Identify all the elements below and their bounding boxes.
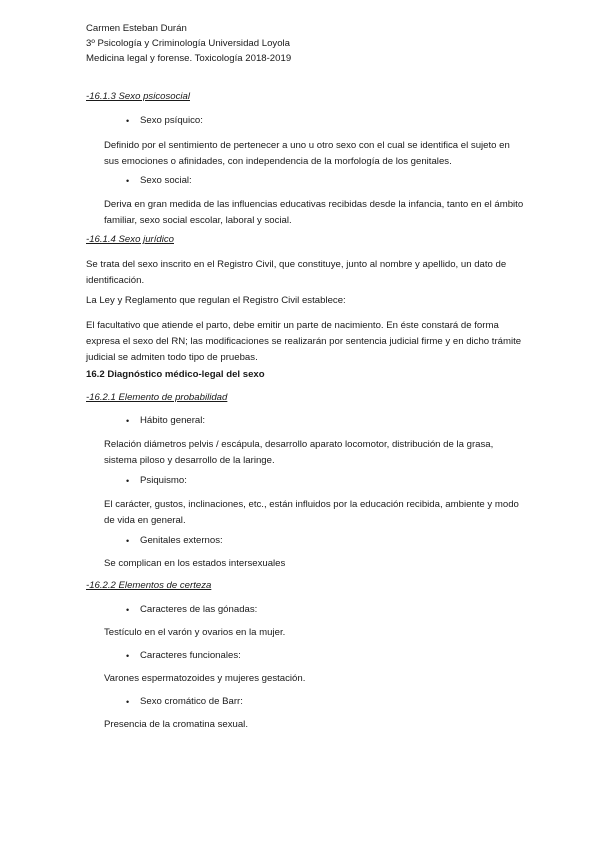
bullet-item — [126, 415, 205, 427]
paragraph: El carácter, gustos, inclinaciones, etc., están influidos por la educación recibida, ambiente y modo de vida en general. — [104, 499, 519, 526]
paragraph: Presencia de la cromatina sexual. — [104, 719, 248, 730]
paragraph: Se complican en los estados intersexuales — [104, 558, 286, 569]
bullet-item — [126, 115, 203, 127]
bullet-icon: • — [126, 116, 130, 126]
course-line: 3º Psicología y Criminología Universidad Loyola — [86, 38, 291, 49]
section-heading: -16.1.3 Sexo psicosocial — [86, 91, 190, 102]
bullet-label: Sexo social: — [140, 175, 192, 186]
bullet-item — [126, 475, 187, 487]
bullet-icon: • — [126, 536, 130, 546]
bullet-label: Caracteres funcionales: — [140, 650, 241, 661]
section-heading: -16.1.4 Sexo jurídico — [86, 234, 174, 245]
paragraph: Testículo en el varón y ovarios en la mujer. — [104, 627, 286, 638]
bullet-label: Genitales externos: — [140, 535, 223, 546]
paragraph: Relación diámetros pelvis / escápula, desarrollo aparato locomotor, distribución de la grasa, sistema piloso y desarrollo de la laringe. — [104, 439, 494, 466]
section-heading: -16.2.1 Elemento de probabilidad — [86, 392, 228, 403]
bullet-label: Sexo psíquico: — [140, 115, 203, 126]
bullet-item — [126, 604, 257, 616]
bullet-item — [126, 650, 241, 662]
bullet-icon: • — [126, 651, 130, 661]
subject-line: Medicina legal y forense. Toxicología 2018-2019 — [86, 53, 292, 64]
paragraph: Deriva en gran medida de las influencias educativas recibidas desde la infancia, tanto en el ámbito familiar, sexo social escolar, laboral y social. — [104, 199, 524, 226]
bullet-label: Psiquismo: — [140, 475, 187, 486]
bullet-label: Caracteres de las gónadas: — [140, 604, 258, 615]
section-heading-16-2: 16.2 Diagnóstico médico-legal del sexo — [86, 369, 265, 380]
paragraph: Varones espermatozoides y mujeres gestación. — [104, 673, 306, 684]
bullet-item — [126, 175, 192, 187]
bullet-item — [126, 535, 223, 547]
author-name: Carmen Esteban Durán — [86, 23, 187, 34]
bullet-label: Hábito general: — [140, 415, 206, 426]
paragraph: Se trata del sexo inscrito en el Registro Civil, que constituye, junto al nombre y apellido, un dato de identificación. — [86, 259, 507, 286]
bullet-label: Sexo cromático de Barr: — [140, 696, 243, 707]
bullet-icon: • — [126, 697, 130, 707]
bullet-icon: • — [126, 476, 130, 486]
paragraph: La Ley y Reglamento que regulan el Registro Civil establece: — [86, 295, 346, 306]
bullet-icon: • — [126, 605, 130, 615]
paragraph: Definido por el sentimiento de pertenecer a uno u otro sexo con el cual se identifica el sujeto en sus emociones o afinidades, con independencia de la morfología de los genitales. — [104, 140, 510, 167]
bullet-item — [126, 696, 243, 708]
bullet-icon: • — [126, 416, 130, 426]
bullet-icon: • — [126, 176, 130, 186]
document-header — [86, 21, 291, 66]
paragraph: El facultativo que atiende el parto, debe emitir un parte de nacimiento. En éste constará de forma expresa el sexo del RN; las modificaciones se realizarán por sentencia judicial firme y en dicho trámite judicial se admiten todo tipo de pruebas. — [86, 320, 522, 363]
section-heading: -16.2.2 Elementos de certeza — [86, 580, 212, 591]
